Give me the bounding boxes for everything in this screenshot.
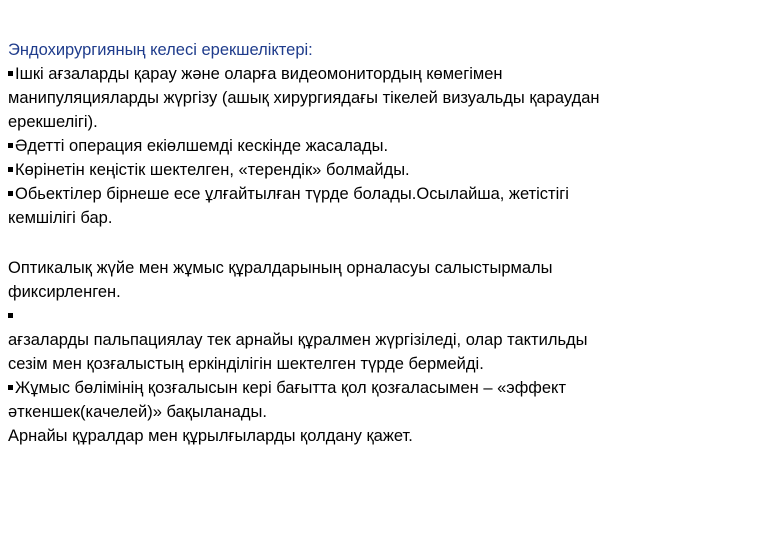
text-line [8,304,772,328]
text-line: сезім мен қозғалыстың еркінділігін шектелген түрде бермейді. [8,355,484,373]
bullet-text: Ішкі ағзаларды қарау және оларға видеомонитордың көмегімен [15,65,503,83]
text-line [8,158,772,182]
text-line: манипуляцияларды жүргізу (ашық хирургиядағы тікелей визуальды қараудан [8,89,600,107]
bullet-icon [8,385,13,390]
text-line [8,134,772,158]
text-line: фиксирленген. [8,283,121,301]
text-line: әткеншек(качелей)» бақыланады. [8,403,267,421]
text-line: ерекшелігі). [8,113,98,131]
bullet-icon [8,143,13,148]
features-section [8,38,772,230]
bullet-icon [8,167,13,172]
optics-section [8,256,772,448]
text-line: кемшілігі бар. [8,209,113,227]
text-line [8,62,772,86]
text-line: Арнайы құралдар мен құрылғыларды қолдану қажет. [8,427,413,445]
bullet-icon [8,71,13,76]
text-line: ағзаларды пальпациялау тек арнайы құралмен жүргізіледі, олар тактильды [8,331,588,349]
bullet-text: Обьектілер бірнеше есе ұлғайтылған түрде болады.Осылайша, жетістігі [15,185,569,203]
bullet-text: Көрінетін кеңістік шектелген, «терендік» болмайды. [15,161,410,179]
bullet-icon [8,191,13,196]
bullet-icon [8,313,13,318]
text-line [8,376,772,400]
section-title: Эндохирургияның келесі ерекшеліктері: [8,41,313,59]
bullet-text: Әдетті операция екіөлшемді кескінде жасалады. [15,137,389,155]
text-line: Оптикалық жүйе мен жұмыс құралдарының орналасуы салыстырмалы [8,259,553,277]
text-line [8,182,772,206]
bullet-text: Жұмыс бөлімінің қозғалысын кері бағытта қол қозғаласымен – «эффект [15,379,567,397]
